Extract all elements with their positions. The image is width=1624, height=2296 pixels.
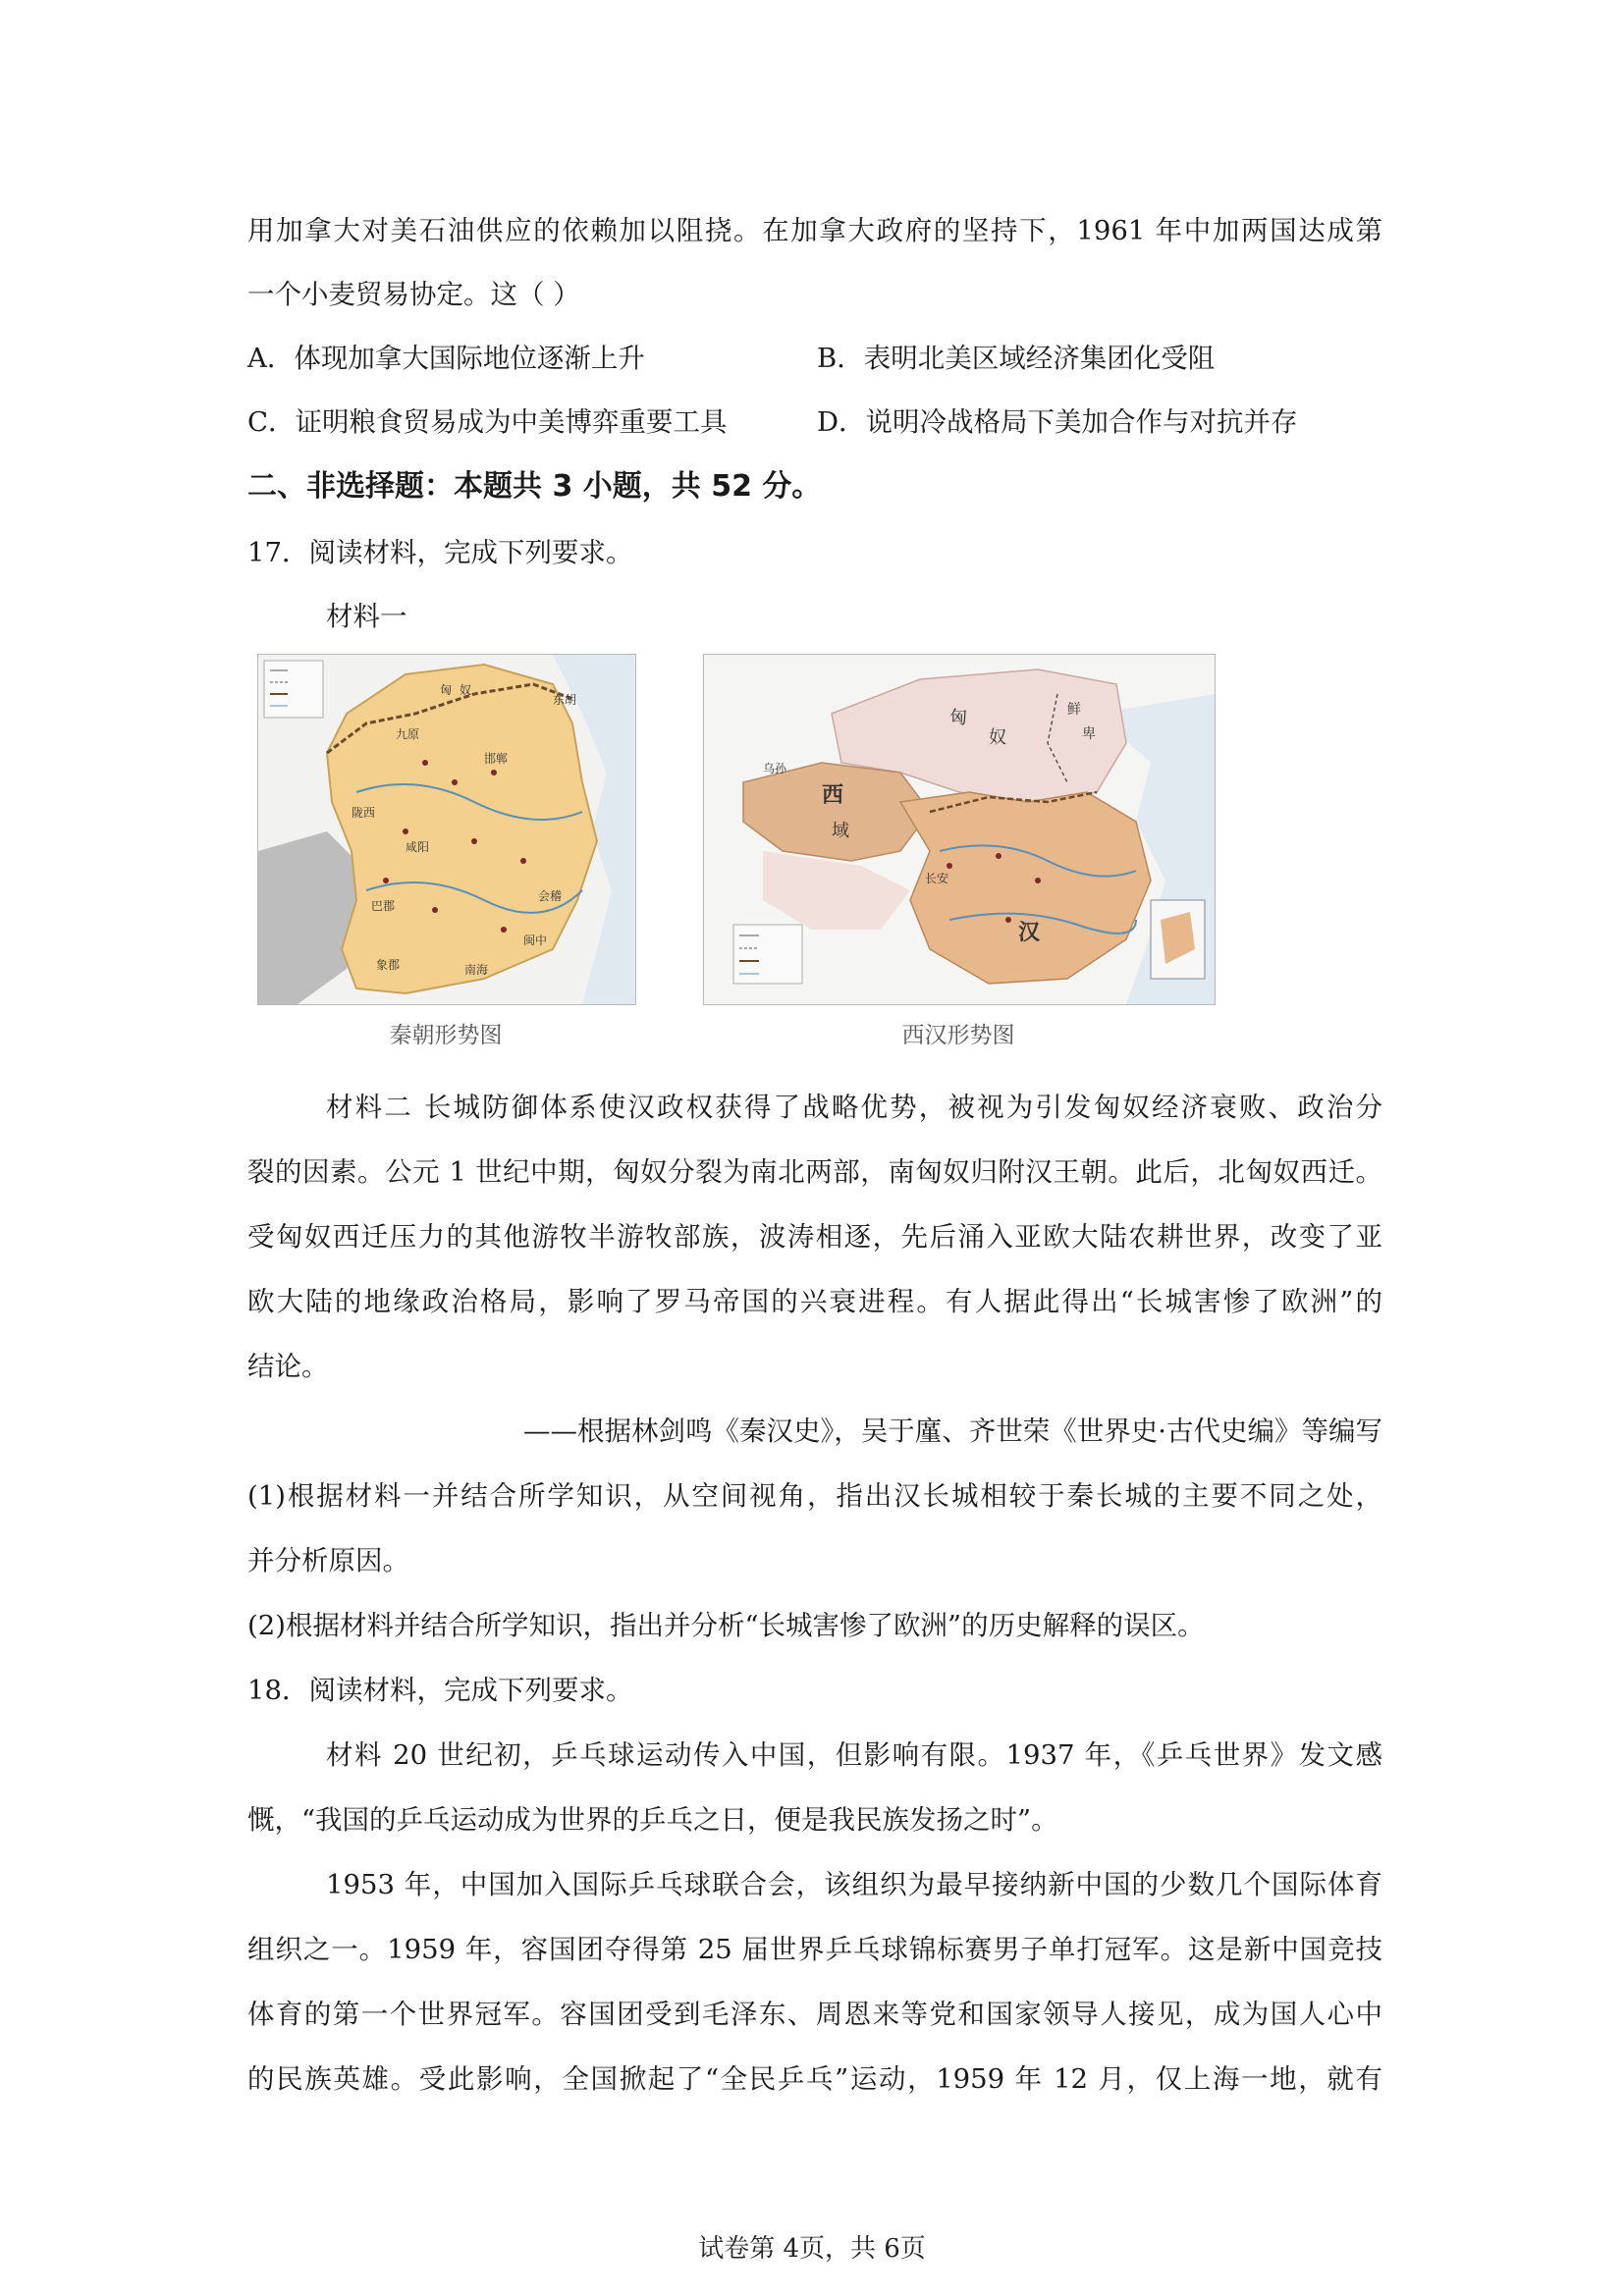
q18-material-line2: 慨，“我国的乒乓运动成为世界的乒乓之日，便是我民族发扬之时”。 bbox=[247, 1804, 1058, 1836]
western-han-map-image bbox=[703, 654, 1216, 1005]
q16-stem-line2: 一个小麦贸易协定。这（ ） bbox=[247, 279, 580, 310]
han-map-label-yu: 域 bbox=[832, 821, 849, 841]
q17-material2-line3: 受匈奴西迁压力的其他游牧半游牧部族，波涛相逐，先后涌入亚欧大陆农耕世界，改变了亚 bbox=[247, 1221, 1382, 1253]
q18-title: 18．阅读材料，完成下列要求。 bbox=[247, 1675, 633, 1706]
qin-map-label-kuaiji: 会稽 bbox=[538, 889, 563, 903]
han-map-label-xian: 鲜 bbox=[1067, 702, 1081, 718]
section-heading: 二、非选择题：本题共 3 小题，共 52 分。 bbox=[247, 469, 822, 504]
han-map-label-nu: 奴 bbox=[989, 727, 1006, 748]
q16-option-a: A．体现加拿大国际地位逐渐上升 bbox=[247, 343, 645, 374]
qin-map-caption: 秦朝形势图 bbox=[389, 1023, 503, 1048]
western-han-map-graphic bbox=[704, 655, 1215, 1004]
q17-sub2: (2)根据材料并结合所学知识，指出并分析“长城害惨了欧洲”的历史解释的误区。 bbox=[247, 1610, 1205, 1641]
q17-sub1-line2: 并分析原因。 bbox=[247, 1545, 409, 1576]
qin-map-image bbox=[257, 654, 636, 1005]
qin-map-label-handan: 邯郸 bbox=[484, 752, 509, 766]
q17-material2-line1: 材料二 长城防御体系使汉政权获得了战略优势，被视为引发匈奴经济衰败、政治分 bbox=[326, 1092, 1382, 1123]
q16-stem-line1: 用加拿大对美石油供应的依赖加以阻挠。在加拿大政府的坚持下，1961 年中加两国达成第 bbox=[247, 215, 1382, 246]
western-han-map-caption: 西汉形势图 bbox=[901, 1023, 1015, 1048]
qin-map-label-xiong: 匈 bbox=[440, 683, 453, 697]
qin-map-label-longxi: 陇西 bbox=[352, 806, 376, 820]
q16-option-d: D．说明冷战格局下美加合作与对抗并存 bbox=[817, 406, 1298, 438]
q18-material-line6: 的民族英雄。受此影响，全国掀起了“全民乒乓”运动，1959 年 12 月，仅上海一地，就有 bbox=[247, 2063, 1382, 2095]
q18-material-line4: 组织之一。1959 年，容国团夺得第 25 届世界乒乓球锦标赛男子单打冠军。这是新中国竞技 bbox=[247, 1934, 1382, 1965]
q16-option-b: B．表明北美区域经济集团化受阻 bbox=[817, 343, 1216, 374]
qin-map-label-minzhong: 闽中 bbox=[523, 934, 548, 947]
page-footer: 试卷第 4页，共 6页 bbox=[698, 2234, 926, 2264]
han-map-label-xiong: 匈 bbox=[949, 708, 967, 728]
han-map-label-xi: 西 bbox=[822, 783, 844, 808]
q16-option-c: C．证明粮食贸易成为中美博弈重要工具 bbox=[247, 406, 728, 438]
han-map-label-han: 汉 bbox=[1018, 921, 1041, 945]
q17-material2-line2: 裂的因素。公元 1 世纪中期，匈奴分裂为南北两部，南匈奴归附汉王朝。此后，北匈奴西迁。 bbox=[247, 1156, 1382, 1188]
han-map-label-wusun: 乌孙 bbox=[763, 762, 787, 775]
q17-material2-line5: 结论。 bbox=[247, 1351, 329, 1382]
han-map-label-changan: 长安 bbox=[925, 872, 949, 885]
q18-material-line3: 1953 年，中国加入国际乒乓球联合会，该组织为最早接纳新中国的少数几个国际体育 bbox=[326, 1869, 1382, 1900]
qin-map-label-nu: 奴 bbox=[460, 683, 472, 697]
qin-map-label-xiangjun: 象郡 bbox=[376, 958, 401, 972]
q17-source: ——根据林剑鸣《秦汉史》，吴于廑、齐世荣《世界史·古代史编》等编写 bbox=[523, 1415, 1382, 1447]
qin-map-graphic bbox=[258, 655, 635, 1004]
q17-title: 17．阅读材料，完成下列要求。 bbox=[247, 537, 633, 568]
q18-material-line1: 材料 20 世纪初，乒乓球运动传入中国，但影响有限。1937 年，《乒乓世界》发文感 bbox=[326, 1739, 1382, 1771]
qin-map-label-nanhai: 南海 bbox=[464, 963, 489, 977]
q17-material1-label: 材料一 bbox=[326, 601, 407, 632]
qin-map-label-bajun: 巴郡 bbox=[371, 899, 396, 913]
qin-map-label-xianyang: 咸阳 bbox=[406, 840, 430, 854]
q17-sub1-line1: (1)根据材料一并结合所学知识，从空间视角，指出汉长城相较于秦长城的主要不同之处， bbox=[247, 1480, 1382, 1512]
q17-material2-line4: 欧大陆的地缘政治格局，影响了罗马帝国的兴衰进程。有人据此得出“长城害惨了欧洲”的 bbox=[247, 1286, 1382, 1317]
q18-material-line5: 体育的第一个世界冠军。容国团受到毛泽东、周恩来等党和国家领导人接见，成为国人心中 bbox=[247, 1999, 1382, 2030]
han-map-label-bei: 卑 bbox=[1082, 726, 1096, 742]
qin-map-label-jiuyuan: 九原 bbox=[396, 727, 420, 741]
qin-map-label-donghu: 东胡 bbox=[553, 693, 577, 707]
